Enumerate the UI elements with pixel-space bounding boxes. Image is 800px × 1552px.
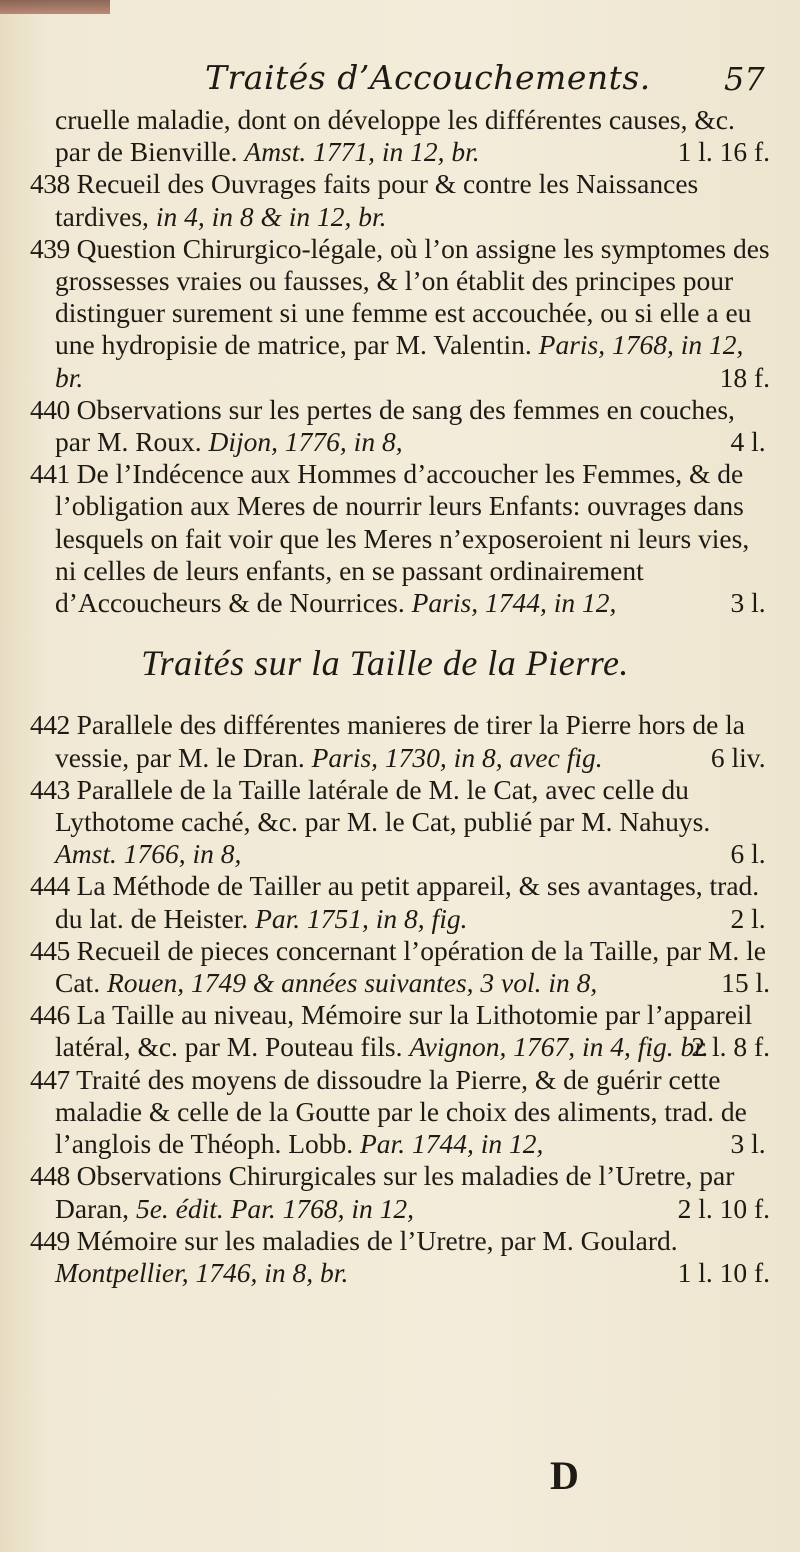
catalogue-entry: cruelle maladie, dont on développe les différentes causes, &c. par de Bienville. Amst. 1771, in 12, br. 1 l. 16 f. bbox=[55, 104, 770, 168]
entry-price: 2 l. bbox=[730, 902, 766, 934]
catalogue-entry: 446 La Taille au niveau, Mémoire sur la Lithotomie par l’appareil latéral, &c. par M. Pouteau fils. Avignon, 1767, in 4, fig. br. 2 l. 8 f. bbox=[30, 999, 770, 1063]
entry-number: 448 bbox=[30, 1160, 70, 1192]
entry-number: 444 bbox=[30, 870, 70, 902]
catalogue-entry: 448 Observations Chirurgicales sur les maladies de l’Uretre, par Daran, 5e. édit. Par. 1768, in 12, 2 l. 10 f. bbox=[30, 1160, 770, 1224]
running-head-title: Traités d’Accouchements. bbox=[205, 58, 651, 97]
entry-price: 6 liv. bbox=[710, 741, 766, 773]
entry-number: 449 bbox=[30, 1224, 70, 1256]
entry-price: 2 l. 8 f. bbox=[691, 1031, 770, 1063]
entry-number: 445 bbox=[30, 934, 70, 966]
catalogue-entry: 439 Question Chirurgico-légale, où l’on assigne les symptomes des grossesses vraies ou fausses, & l’on établit des principes pour distinguer surement si une femme est accouchée, ou si elle a eu une hydropisie de matrice, par M. Valentin. Paris, 1768, in 12, br. 18 f. bbox=[30, 232, 770, 393]
entry-price: 3 l. bbox=[730, 587, 766, 619]
entry-price: 4 l. bbox=[730, 426, 766, 458]
entry-number: 441 bbox=[30, 458, 70, 490]
entry-number: 447 bbox=[30, 1063, 70, 1095]
signature-mark: D bbox=[550, 1453, 579, 1498]
catalogue-entry: 441 De l’Indécence aux Hommes d’accoucher les Femmes, & de l’obligation aux Meres de nourrir leurs Enfants: ouvrages dans lesquels on fait voir que les Meres n’exposeroient ni leurs vies, ni celles de leurs enfants, en se passant ordinairement d’Accoucheurs & de Nourrices. Paris, 1744, in 12, 3 l. bbox=[30, 458, 770, 619]
page-edge-stain bbox=[0, 0, 110, 14]
entry-price: 15 l. bbox=[721, 967, 770, 999]
entry-price: 1 l. 16 f. bbox=[677, 136, 770, 168]
catalogue-text bbox=[30, 104, 770, 1289]
entry-price: 6 l. bbox=[730, 838, 766, 870]
entry-price: 2 l. 10 f. bbox=[677, 1192, 770, 1224]
entry-price: 1 l. 10 f. bbox=[677, 1256, 770, 1288]
catalogue-entry: 438 Recueil des Ouvrages faits pour & contre les Naissances tardives, in 4, in 8 & in 12, br. bbox=[30, 168, 699, 232]
catalogue-entry: 443 Parallele de la Taille latérale de M. le Cat, avec celle du Lythotome caché, &c. par M. le Cat, publié par M. Nahuys. Amst. 1766, in 8, 6 l. bbox=[30, 774, 770, 871]
catalogue-entry: 444 La Méthode de Tailler au petit appareil, & ses avantages, trad. du lat. de Heister. Par. 1751, in 8, fig. 2 l. bbox=[30, 870, 770, 934]
section-heading: Traités sur la Taille de la Pierre. bbox=[141, 643, 629, 684]
entry-number: 446 bbox=[30, 999, 70, 1031]
catalogue-entry: 445 Recueil de pieces concernant l’opération de la Taille, par M. le Cat. Rouen, 1749 & années suivantes, 3 vol. in 8, 15 l. bbox=[30, 934, 770, 999]
entry-number: 440 bbox=[30, 393, 70, 425]
catalogue-entry: 440 Observations sur les pertes de sang des femmes en couches, par M. Roux. Dijon, 1776, in 8, 4 l. bbox=[30, 394, 770, 458]
page-number: 57 bbox=[724, 60, 765, 98]
entry-price: 18 f. bbox=[719, 361, 770, 393]
running-head bbox=[0, 58, 800, 102]
catalogue-entry: 447 Traité des moyens de dissoudre la Pierre, & de guérir cette maladie & celle de la Goutte par le choix des aliments, trad. de l’anglois de Théoph. Lobb. Par. 1744, in 12, 3 l. bbox=[30, 1064, 770, 1161]
catalogue-entry: 449 Mémoire sur les maladies de l’Uretre, par M. Goulard. Montpellier, 1746, in 8, br. 1 l. 10 f. bbox=[30, 1224, 770, 1288]
entry-number: 442 bbox=[30, 709, 70, 741]
entry-number: 438 bbox=[30, 168, 70, 200]
entry-number: 439 bbox=[30, 232, 70, 264]
entry-number: 443 bbox=[30, 773, 70, 805]
entry-price: 3 l. bbox=[730, 1128, 766, 1160]
catalogue-entry: 442 Parallele des différentes manieres de tirer la Pierre hors de la vessie, par M. le Dran. Paris, 1730, in 8, avec fig. 6 liv. bbox=[30, 709, 770, 773]
